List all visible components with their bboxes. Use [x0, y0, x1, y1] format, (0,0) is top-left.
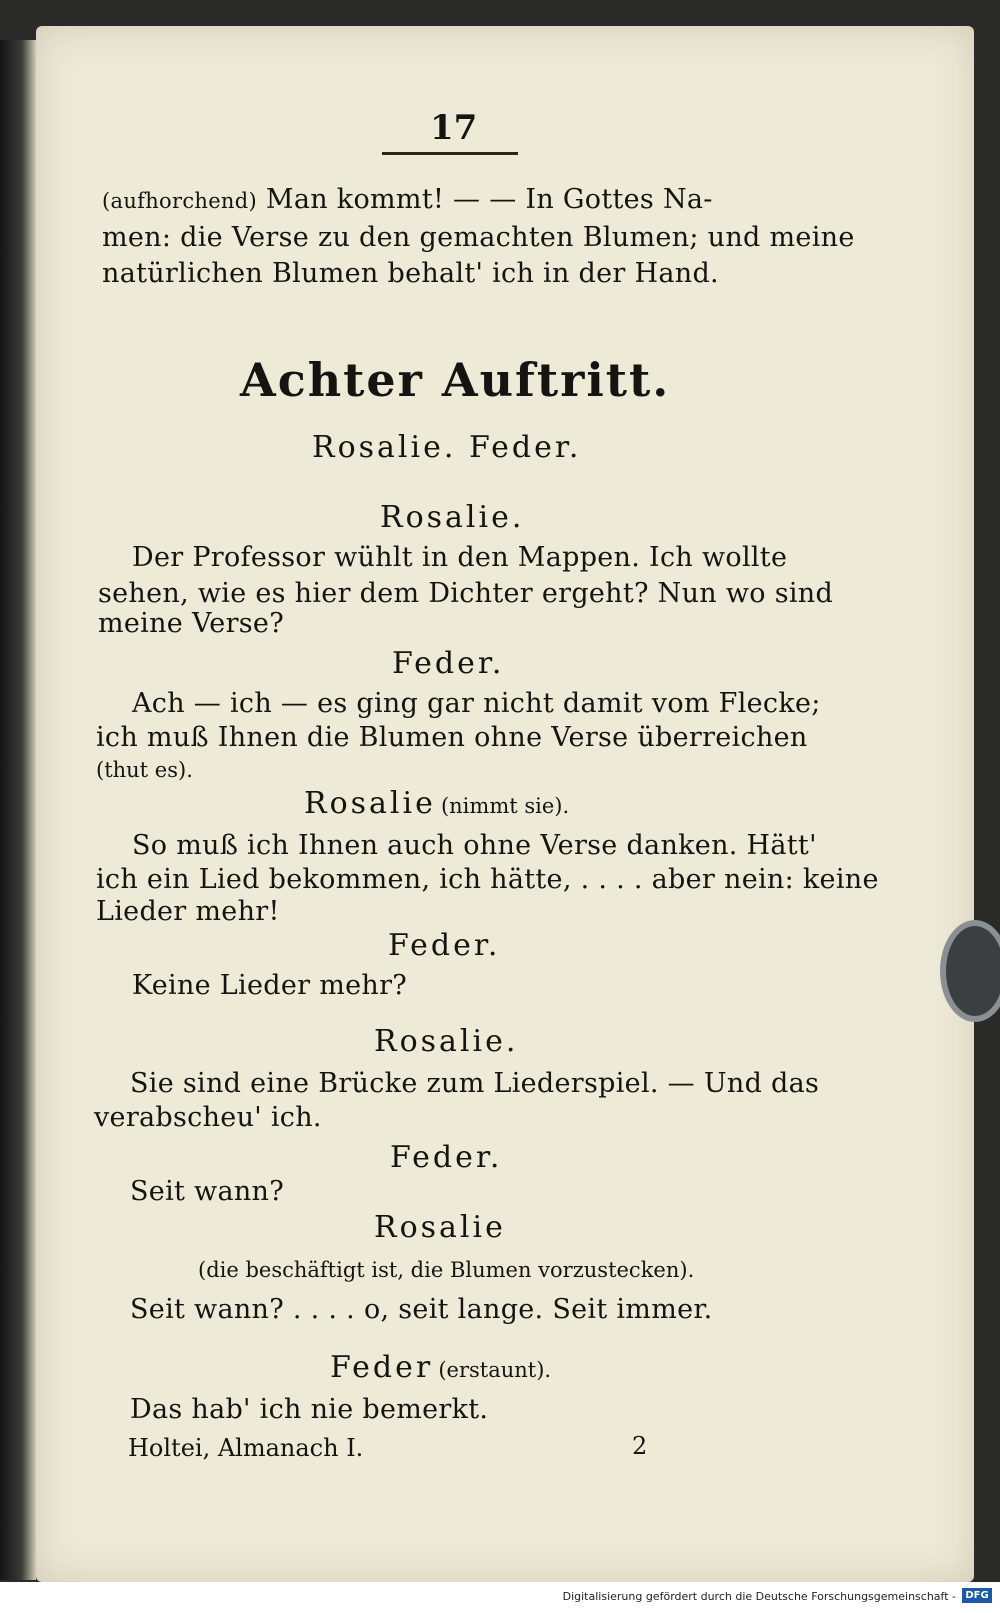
speaker-rosalie: Rosalie.: [374, 1024, 519, 1059]
dialogue-line: ich muß Ihnen die Blumen ohne Verse überreichen: [96, 722, 808, 753]
dfg-logo: DFG: [962, 1588, 992, 1603]
dialogue-line: ich ein Lied bekommen, ich hätte, . . . . aber nein: keine: [96, 864, 879, 895]
dialogue-line: Der Professor wühlt in den Mappen. Ich wollte: [132, 542, 788, 573]
page-number: 17: [430, 108, 478, 148]
footer-sheet-number: 2: [632, 1432, 648, 1460]
dialogue-line: meine Verse?: [98, 608, 284, 639]
dialogue-line: Lieder mehr!: [96, 896, 280, 927]
stage-direction: (thut es).: [96, 758, 193, 782]
stage-direction: (nimmt sie).: [440, 794, 570, 818]
dialogue-line: Das hab' ich nie bemerkt.: [130, 1394, 489, 1425]
speaker-name: Rosalie: [304, 786, 436, 821]
speaker-rosalie-with-direction: [304, 786, 569, 821]
dialogue-line: verabscheu' ich.: [94, 1102, 322, 1133]
book-spine-edge: [0, 40, 36, 1580]
stage-direction: (erstaunt).: [438, 1358, 552, 1382]
dialogue-line: Ach — ich — es ging gar nicht damit vom Flecke;: [132, 688, 821, 719]
speaker-feder-with-direction: [330, 1350, 551, 1385]
dialogue-line: sehen, wie es hier dem Dichter ergeht? Nun wo sind: [98, 578, 834, 609]
stage-direction: (aufhorchend): [102, 189, 257, 213]
scene-characters: Rosalie. Feder.: [312, 430, 582, 465]
footer-signature: Holtei, Almanach I.: [128, 1434, 364, 1462]
dialogue-line: Keine Lieder mehr?: [132, 970, 408, 1001]
scene-heading: Achter Auftritt.: [240, 353, 671, 407]
speaker-rosalie: Rosalie: [374, 1210, 506, 1245]
speaker-feder: Feder.: [392, 646, 505, 681]
speaker-feder: Feder.: [388, 928, 501, 963]
dialogue-line: Sie sind eine Brücke zum Liederspiel. — Und das: [130, 1068, 820, 1099]
digitization-note: Digitalisierung gefördert durch die Deutsche Forschungsgemeinschaft -: [562, 1590, 956, 1603]
speaker-name: Feder: [330, 1350, 434, 1385]
binding-clip: [940, 920, 1000, 1022]
text-line-3: natürlichen Blumen behalt' ich in der Hand.: [102, 258, 719, 289]
header-rule: [382, 152, 518, 155]
text-line-1: [102, 184, 713, 215]
text-line-2: men: die Verse zu den gemachten Blumen; und meine: [102, 222, 855, 253]
dialogue-line: Seit wann?: [130, 1176, 285, 1207]
dialogue-line: So muß ich Ihnen auch ohne Verse danken. Hätt': [132, 830, 817, 861]
line-text: Man kommt! — — In Gottes Na-: [265, 184, 713, 215]
dialogue-line: Seit wann? . . . . o, seit lange. Seit immer.: [130, 1294, 713, 1325]
stage-direction: (die beschäftigt ist, die Blumen vorzustecken).: [198, 1258, 695, 1282]
speaker-rosalie: Rosalie.: [380, 500, 525, 535]
speaker-feder: Feder.: [390, 1140, 503, 1175]
